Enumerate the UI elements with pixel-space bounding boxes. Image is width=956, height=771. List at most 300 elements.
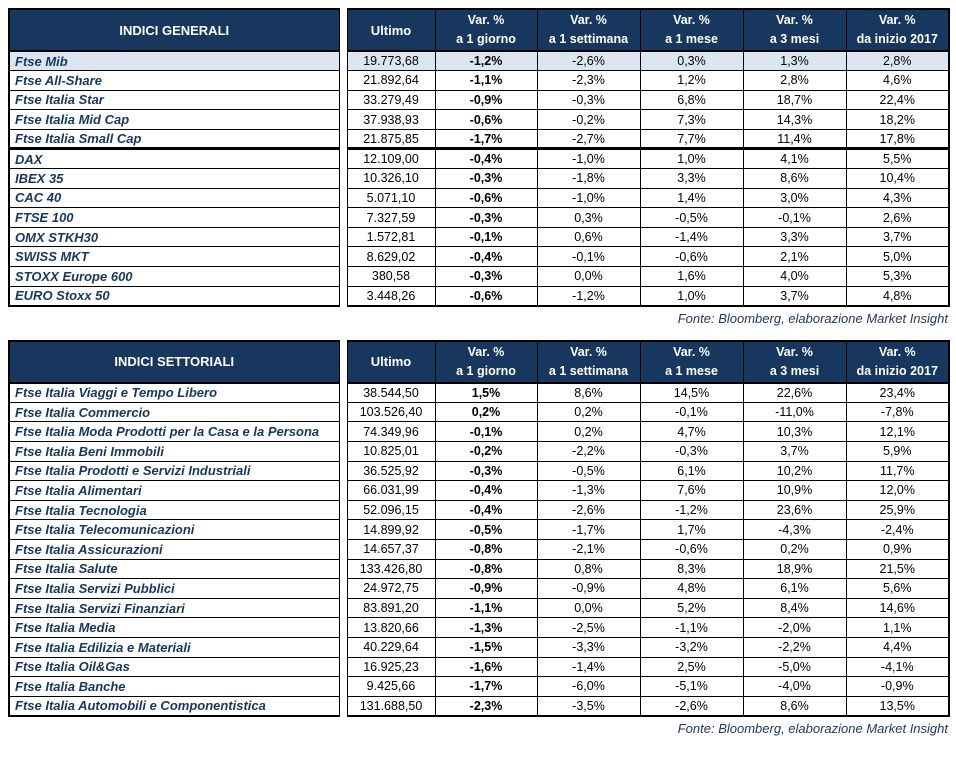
var-3months-value: 11,4% xyxy=(743,129,846,149)
header-line1: Var. % xyxy=(878,13,916,27)
column-gap xyxy=(339,383,347,403)
column-gap xyxy=(339,696,347,716)
var-1day-value: -0,6% xyxy=(435,110,537,130)
var-1week-value: -1,7% xyxy=(537,520,640,540)
var-3months-value: 14,3% xyxy=(743,110,846,130)
table-row xyxy=(9,51,949,71)
var-1month-value: -5,1% xyxy=(640,677,743,697)
ultimo-value: 21.875,85 xyxy=(347,129,435,149)
index-name: Ftse Italia Tecnologia xyxy=(9,500,339,520)
var-1month-value: -0,1% xyxy=(640,402,743,422)
index-name: Ftse Italia Banche xyxy=(9,677,339,697)
var-1week-value: -2,1% xyxy=(537,539,640,559)
var-1week-value: 8,6% xyxy=(537,383,640,403)
index-name: Ftse Italia Beni Immobili xyxy=(9,442,339,462)
var-ytd-2017-value: 2,8% xyxy=(846,51,949,71)
column-header-var-1day xyxy=(435,341,537,383)
var-1day-value: -0,2% xyxy=(435,442,537,462)
index-name: Ftse Italia Mid Cap xyxy=(9,110,339,130)
index-name: STOXX Europe 600 xyxy=(9,267,339,287)
var-3months-value: 10,3% xyxy=(743,422,846,442)
header-line2: a 3 mesi xyxy=(769,363,820,378)
column-gap xyxy=(339,227,347,247)
var-1day-value: -0,4% xyxy=(435,481,537,501)
var-1week-value: 0,0% xyxy=(537,267,640,287)
var-1month-value: 1,6% xyxy=(640,267,743,287)
var-3months-value: 2,1% xyxy=(743,247,846,267)
table-row xyxy=(9,618,949,638)
index-name: DAX xyxy=(9,149,339,169)
column-gap xyxy=(339,637,347,657)
index-name: Ftse Italia Oil&Gas xyxy=(9,657,339,677)
column-gap xyxy=(339,267,347,287)
var-ytd-2017-value: 5,0% xyxy=(846,247,949,267)
var-3months-value: -11,0% xyxy=(743,402,846,422)
table-row xyxy=(9,286,949,306)
column-gap xyxy=(339,677,347,697)
column-header-var-ytd-2017 xyxy=(846,9,949,51)
ultimo-value: 21.892,64 xyxy=(347,71,435,91)
column-gap xyxy=(339,188,347,208)
ultimo-value: 16.925,23 xyxy=(347,657,435,677)
var-ytd-2017-value: 23,4% xyxy=(846,383,949,403)
header-line1: Var. % xyxy=(776,344,813,359)
column-header-var-ytd-2017 xyxy=(846,341,949,383)
var-ytd-2017-value: 12,0% xyxy=(846,481,949,501)
var-1month-value: 1,0% xyxy=(640,286,743,306)
var-1week-value: 0,8% xyxy=(537,559,640,579)
header-line1: Var. % xyxy=(570,344,607,359)
var-1week-value: -0,9% xyxy=(537,579,640,599)
header-line1: Var. % xyxy=(467,344,505,359)
column-header-var-3months xyxy=(743,341,846,383)
var-ytd-2017-value: 5,3% xyxy=(846,267,949,287)
column-gap xyxy=(339,51,347,71)
var-1month-value: 1,0% xyxy=(640,149,743,169)
column-gap xyxy=(339,657,347,677)
var-ytd-2017-value: 5,5% xyxy=(846,149,949,169)
var-1day-value: -0,1% xyxy=(435,422,537,442)
var-1day-value: -0,9% xyxy=(435,90,537,110)
var-3months-value: 8,6% xyxy=(743,169,846,189)
index-name: SWISS MKT xyxy=(9,247,339,267)
header-line1: Var. % xyxy=(570,13,607,27)
header-line2: a 1 settimana xyxy=(548,32,629,46)
var-3months-value: -2,0% xyxy=(743,618,846,638)
var-3months-value: 3,7% xyxy=(743,286,846,306)
index-name: FTSE 100 xyxy=(9,208,339,228)
var-1day-value: -0,6% xyxy=(435,188,537,208)
ultimo-value: 66.031,99 xyxy=(347,481,435,501)
column-header-var-1week xyxy=(537,341,640,383)
var-3months-value: 4,0% xyxy=(743,267,846,287)
ultimo-value: 24.972,75 xyxy=(347,579,435,599)
column-header-ultimo: Ultimo xyxy=(347,341,435,383)
ultimo-value: 83.891,20 xyxy=(347,598,435,618)
column-gap xyxy=(339,286,347,306)
ultimo-value: 36.525,92 xyxy=(347,461,435,481)
var-ytd-2017-value: 4,8% xyxy=(846,286,949,306)
var-3months-value: 3,3% xyxy=(743,227,846,247)
var-1month-value: 1,4% xyxy=(640,188,743,208)
table-row xyxy=(9,110,949,130)
column-gap xyxy=(339,598,347,618)
index-name: Ftse Italia Star xyxy=(9,90,339,110)
index-name: Ftse Italia Edilizia e Materiali xyxy=(9,637,339,657)
table-row xyxy=(9,383,949,403)
index-name: Ftse Italia Salute xyxy=(9,559,339,579)
table-row xyxy=(9,500,949,520)
ultimo-value: 38.544,50 xyxy=(347,383,435,403)
var-ytd-2017-value: 21,5% xyxy=(846,559,949,579)
index-name: Ftse All-Share xyxy=(9,71,339,91)
table-title-indici-generali: INDICI GENERALI xyxy=(9,9,339,51)
column-gap xyxy=(339,110,347,130)
column-gap xyxy=(339,559,347,579)
table-row xyxy=(9,579,949,599)
ultimo-value: 14.657,37 xyxy=(347,539,435,559)
ultimo-value: 19.773,68 xyxy=(347,51,435,71)
table-row xyxy=(9,461,949,481)
var-3months-value: 18,9% xyxy=(743,559,846,579)
table-row xyxy=(9,677,949,697)
header-line2: a 1 mese xyxy=(665,363,718,378)
var-1month-value: -1,1% xyxy=(640,618,743,638)
var-1week-value: -6,0% xyxy=(537,677,640,697)
var-3months-value: 18,7% xyxy=(743,90,846,110)
ultimo-value: 14.899,92 xyxy=(347,520,435,540)
var-1day-value: -0,4% xyxy=(435,500,537,520)
column-gap xyxy=(339,129,347,149)
ultimo-value: 52.096,15 xyxy=(347,500,435,520)
var-1day-value: -0,3% xyxy=(435,267,537,287)
index-name: Ftse Italia Servizi Finanziari xyxy=(9,598,339,618)
var-1month-value: -0,3% xyxy=(640,442,743,462)
var-1day-value: -1,7% xyxy=(435,677,537,697)
var-ytd-2017-value: -7,8% xyxy=(846,402,949,422)
var-3months-value: -0,1% xyxy=(743,208,846,228)
var-3months-value: 8,4% xyxy=(743,598,846,618)
var-1week-value: -1,8% xyxy=(537,169,640,189)
var-ytd-2017-value: 11,7% xyxy=(846,461,949,481)
var-1week-value: -2,6% xyxy=(537,500,640,520)
column-gap xyxy=(339,442,347,462)
var-1month-value: 6,1% xyxy=(640,461,743,481)
column-gap xyxy=(339,149,347,169)
table-row xyxy=(9,559,949,579)
var-3months-value: 23,6% xyxy=(743,500,846,520)
index-name: Ftse Italia Moda Prodotti per la Casa e la Persona xyxy=(9,422,339,442)
table-header-row xyxy=(9,9,949,51)
var-1day-value: -1,1% xyxy=(435,71,537,91)
var-3months-value: 3,0% xyxy=(743,188,846,208)
var-1day-value: -1,3% xyxy=(435,618,537,638)
column-gap xyxy=(339,247,347,267)
var-1month-value: 3,3% xyxy=(640,169,743,189)
column-header-var-1month xyxy=(640,9,743,51)
var-1month-value: 1,7% xyxy=(640,520,743,540)
header-line1: Var. % xyxy=(673,13,710,27)
header-column-gap xyxy=(339,341,347,383)
header-line2: da inizio 2017 xyxy=(856,363,938,378)
var-1day-value: -1,1% xyxy=(435,598,537,618)
var-1month-value: -0,6% xyxy=(640,539,743,559)
column-header-var-1week xyxy=(537,9,640,51)
var-ytd-2017-value: 5,9% xyxy=(846,442,949,462)
var-1month-value: 4,7% xyxy=(640,422,743,442)
column-gap xyxy=(339,520,347,540)
var-1month-value: 4,8% xyxy=(640,579,743,599)
var-1week-value: -2,2% xyxy=(537,442,640,462)
column-gap xyxy=(339,618,347,638)
var-1month-value: -1,2% xyxy=(640,500,743,520)
index-name: Ftse Italia Assicurazioni xyxy=(9,539,339,559)
var-ytd-2017-value: 13,5% xyxy=(846,696,949,716)
var-1month-value: 7,7% xyxy=(640,129,743,149)
header-line2: a 1 giorno xyxy=(456,32,516,46)
var-3months-value: 3,7% xyxy=(743,442,846,462)
var-1week-value: 0,2% xyxy=(537,422,640,442)
header-line2: a 1 settimana xyxy=(548,363,629,378)
index-name: Ftse Italia Prodotti e Servizi Industriali xyxy=(9,461,339,481)
var-1month-value: 6,8% xyxy=(640,90,743,110)
var-1day-value: -0,8% xyxy=(435,539,537,559)
table-row xyxy=(9,169,949,189)
var-1month-value: -0,5% xyxy=(640,208,743,228)
table-row xyxy=(9,657,949,677)
var-1day-value: -0,6% xyxy=(435,286,537,306)
var-1month-value: 8,3% xyxy=(640,559,743,579)
var-ytd-2017-value: 25,9% xyxy=(846,500,949,520)
var-1week-value: -2,3% xyxy=(537,71,640,91)
var-1day-value: -1,5% xyxy=(435,637,537,657)
var-1month-value: -2,6% xyxy=(640,696,743,716)
var-1month-value: -0,6% xyxy=(640,247,743,267)
var-3months-value: 4,1% xyxy=(743,149,846,169)
column-gap xyxy=(339,539,347,559)
var-ytd-2017-value: 2,6% xyxy=(846,208,949,228)
column-gap xyxy=(339,169,347,189)
var-1month-value: -3,2% xyxy=(640,637,743,657)
var-3months-value: 10,9% xyxy=(743,481,846,501)
column-gap xyxy=(339,500,347,520)
table-row xyxy=(9,520,949,540)
index-name: EURO Stoxx 50 xyxy=(9,286,339,306)
table-row xyxy=(9,402,949,422)
table-row xyxy=(9,637,949,657)
ultimo-value: 133.426,80 xyxy=(347,559,435,579)
column-gap xyxy=(339,208,347,228)
var-3months-value: 10,2% xyxy=(743,461,846,481)
ultimo-value: 5.071,10 xyxy=(347,188,435,208)
ultimo-value: 10.825,01 xyxy=(347,442,435,462)
column-gap xyxy=(339,402,347,422)
column-gap xyxy=(339,71,347,91)
table-row xyxy=(9,539,949,559)
var-1week-value: 0,0% xyxy=(537,598,640,618)
var-1week-value: -2,6% xyxy=(537,51,640,71)
var-ytd-2017-value: 3,7% xyxy=(846,227,949,247)
var-1week-value: -0,2% xyxy=(537,110,640,130)
var-1week-value: -1,4% xyxy=(537,657,640,677)
var-3months-value: -2,2% xyxy=(743,637,846,657)
var-1day-value: -1,2% xyxy=(435,51,537,71)
index-name: OMX STKH30 xyxy=(9,227,339,247)
index-name: Ftse Italia Small Cap xyxy=(9,129,339,149)
var-1month-value: 2,5% xyxy=(640,657,743,677)
header-column-gap xyxy=(339,9,347,51)
ultimo-value: 9.425,66 xyxy=(347,677,435,697)
ultimo-value: 131.688,50 xyxy=(347,696,435,716)
index-name: Ftse Italia Automobili e Componentistica xyxy=(9,696,339,716)
var-1month-value: 14,5% xyxy=(640,383,743,403)
var-1week-value: -3,5% xyxy=(537,696,640,716)
header-line2: a 1 mese xyxy=(665,32,718,46)
header-line2: a 1 giorno xyxy=(456,363,516,378)
column-header-var-1month xyxy=(640,341,743,383)
var-ytd-2017-value: 14,6% xyxy=(846,598,949,618)
var-1week-value: -0,1% xyxy=(537,247,640,267)
var-1week-value: -1,2% xyxy=(537,286,640,306)
var-1day-value: -0,3% xyxy=(435,169,537,189)
ultimo-value: 40.229,64 xyxy=(347,637,435,657)
table-row xyxy=(9,90,949,110)
var-1week-value: -2,7% xyxy=(537,129,640,149)
table-row xyxy=(9,149,949,169)
ultimo-value: 380,58 xyxy=(347,267,435,287)
var-1week-value: -1,3% xyxy=(537,481,640,501)
header-line1: Var. % xyxy=(776,13,813,27)
table-row xyxy=(9,71,949,91)
var-1day-value: -0,4% xyxy=(435,149,537,169)
var-ytd-2017-value: 10,4% xyxy=(846,169,949,189)
ultimo-value: 3.448,26 xyxy=(347,286,435,306)
indici-settoriali-table-body xyxy=(9,383,949,716)
index-name: Ftse Italia Servizi Pubblici xyxy=(9,579,339,599)
table-row xyxy=(9,598,949,618)
var-ytd-2017-value: 4,4% xyxy=(846,637,949,657)
var-1day-value: -0,3% xyxy=(435,208,537,228)
var-ytd-2017-value: 22,4% xyxy=(846,90,949,110)
ultimo-value: 13.820,66 xyxy=(347,618,435,638)
column-gap xyxy=(339,90,347,110)
table-row xyxy=(9,247,949,267)
var-ytd-2017-value: 18,2% xyxy=(846,110,949,130)
ultimo-value: 12.109,00 xyxy=(347,149,435,169)
column-gap xyxy=(339,579,347,599)
var-3months-value: 0,2% xyxy=(743,539,846,559)
ultimo-value: 37.938,93 xyxy=(347,110,435,130)
indici-generali-table xyxy=(8,8,950,307)
var-1day-value: -0,5% xyxy=(435,520,537,540)
column-gap xyxy=(339,461,347,481)
var-1week-value: -1,0% xyxy=(537,188,640,208)
var-ytd-2017-value: -0,9% xyxy=(846,677,949,697)
var-1month-value: 7,3% xyxy=(640,110,743,130)
index-name: Ftse Italia Commercio xyxy=(9,402,339,422)
var-1day-value: -0,4% xyxy=(435,247,537,267)
var-ytd-2017-value: 0,9% xyxy=(846,539,949,559)
index-name: Ftse Italia Alimentari xyxy=(9,481,339,501)
column-gap xyxy=(339,422,347,442)
table-row xyxy=(9,442,949,462)
table-header-row xyxy=(9,341,949,383)
var-1week-value: -0,5% xyxy=(537,461,640,481)
index-name: Ftse Italia Viaggi e Tempo Libero xyxy=(9,383,339,403)
header-line1: Var. % xyxy=(878,344,916,359)
var-1day-value: -0,1% xyxy=(435,227,537,247)
var-3months-value: -4,0% xyxy=(743,677,846,697)
index-name: Ftse Italia Telecomunicazioni xyxy=(9,520,339,540)
var-1week-value: -2,5% xyxy=(537,618,640,638)
table-title-indici-settoriali: INDICI SETTORIALI xyxy=(9,341,339,383)
table-row xyxy=(9,208,949,228)
var-1month-value: -1,4% xyxy=(640,227,743,247)
var-3months-value: 2,8% xyxy=(743,71,846,91)
var-1day-value: -0,8% xyxy=(435,559,537,579)
var-ytd-2017-value: 12,1% xyxy=(846,422,949,442)
header-line2: a 3 mesi xyxy=(769,32,820,46)
table-row xyxy=(9,696,949,716)
var-1week-value: -3,3% xyxy=(537,637,640,657)
var-1week-value: -1,0% xyxy=(537,149,640,169)
header-line1: Var. % xyxy=(673,344,710,359)
var-ytd-2017-value: -4,1% xyxy=(846,657,949,677)
var-1week-value: 0,3% xyxy=(537,208,640,228)
var-3months-value: 8,6% xyxy=(743,696,846,716)
source-note: Fonte: Bloomberg, elaborazione Market Insight xyxy=(677,720,948,736)
table-row xyxy=(9,267,949,287)
index-name: Ftse Mib xyxy=(9,51,339,71)
var-3months-value: 22,6% xyxy=(743,383,846,403)
var-3months-value: 1,3% xyxy=(743,51,846,71)
table-row xyxy=(9,422,949,442)
var-1day-value: -2,3% xyxy=(435,696,537,716)
var-ytd-2017-value: 1,1% xyxy=(846,618,949,638)
column-header-var-3months xyxy=(743,9,846,51)
indici-generali-section xyxy=(8,8,948,327)
var-1month-value: 0,3% xyxy=(640,51,743,71)
var-1day-value: 1,5% xyxy=(435,383,537,403)
var-3months-value: 6,1% xyxy=(743,579,846,599)
var-ytd-2017-value: 5,6% xyxy=(846,579,949,599)
index-name: IBEX 35 xyxy=(9,169,339,189)
var-1month-value: 5,2% xyxy=(640,598,743,618)
var-1day-value: -1,7% xyxy=(435,129,537,149)
header-line2: da inizio 2017 xyxy=(856,32,938,46)
var-ytd-2017-value: 4,6% xyxy=(846,71,949,91)
ultimo-value: 33.279,49 xyxy=(347,90,435,110)
var-1week-value: 0,2% xyxy=(537,402,640,422)
var-3months-value: -5,0% xyxy=(743,657,846,677)
var-ytd-2017-value: 17,8% xyxy=(846,129,949,149)
ultimo-value: 1.572,81 xyxy=(347,227,435,247)
header-line1: Var. % xyxy=(467,13,505,27)
var-1day-value: -1,6% xyxy=(435,657,537,677)
column-header-var-1day xyxy=(435,9,537,51)
ultimo-value: 7.327,59 xyxy=(347,208,435,228)
column-header-ultimo: Ultimo xyxy=(347,9,435,51)
ultimo-value: 8.629,02 xyxy=(347,247,435,267)
var-1week-value: -0,3% xyxy=(537,90,640,110)
ultimo-value: 74.349,96 xyxy=(347,422,435,442)
source-note: Fonte: Bloomberg, elaborazione Market Insight xyxy=(677,310,948,326)
table-row xyxy=(9,227,949,247)
index-name: CAC 40 xyxy=(9,188,339,208)
var-1day-value: -0,9% xyxy=(435,579,537,599)
var-1day-value: -0,3% xyxy=(435,461,537,481)
var-ytd-2017-value: -2,4% xyxy=(846,520,949,540)
